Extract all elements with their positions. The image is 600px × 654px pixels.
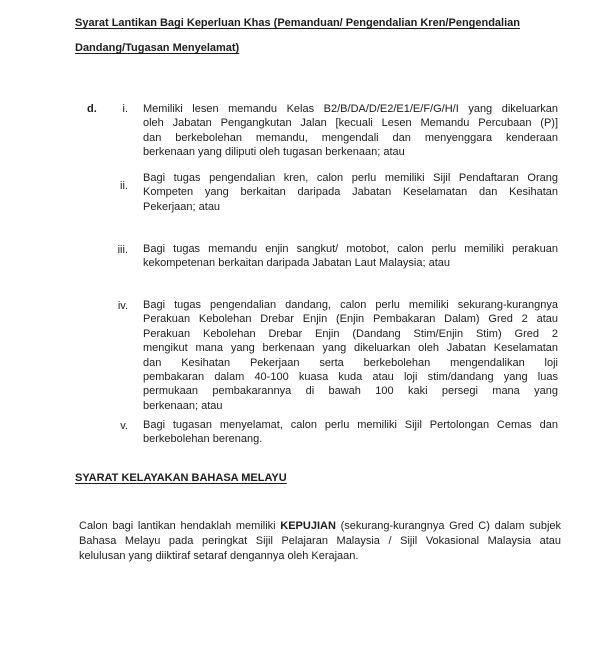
list-item-v bbox=[115, 418, 558, 447]
page-title-line-2: Dandang/Tugasan Menyelamat) bbox=[75, 42, 240, 54]
text-line: Pekerjaan; atau bbox=[143, 200, 221, 213]
item-numeral-iv: iv. bbox=[117, 300, 128, 312]
text-line: berkebolehan berenang. bbox=[143, 433, 263, 446]
page-title-line-1: Syarat Lantikan Bagi Keperluan Khas (Pemanduan/ Pengendalian Kren/Pengendalian bbox=[75, 17, 521, 29]
text-line: permukaan pembakarannya di bawah 100 kaki persegi mana yang bbox=[143, 385, 558, 398]
paragraph-text: Calon bagi lantikan hendaklah memiliki bbox=[79, 520, 281, 532]
text-line: mengikut mana yang berkenaan yang dikeluarkan oleh Jabatan Keselamatan bbox=[143, 342, 558, 355]
item-numeral-ii: ii. bbox=[120, 180, 128, 192]
section-heading: SYARAT KELAYAKAN BAHASA MELAYU bbox=[75, 472, 287, 484]
item-numeral-i: i. bbox=[122, 103, 128, 115]
list-item-iii bbox=[115, 242, 558, 271]
item-numeral-iii: iii. bbox=[117, 244, 128, 256]
list-item-i bbox=[87, 102, 558, 160]
text-line: Perakuan Kebolehan Drebar Enjin (Enjin Pembakaran Dalam) Gred 2 atau bbox=[143, 313, 558, 326]
text-line: kekompetenan berkaitan daripada Jabatan Laut Malaysia; atau bbox=[143, 257, 450, 270]
text-line: Bagi tugasan menyelamat, calon perlu memiliki Sijil Pertolongan Cemas dan bbox=[143, 419, 558, 431]
text-line: Bagi tugas pengendalian kren, calon perlu memiliki Sijil Pendaftaran Orang bbox=[143, 172, 558, 184]
list-item-ii bbox=[115, 171, 558, 214]
paragraph-line-2: Bahasa Melayu pada peringkat Sijil Pelajaran Malaysia / Sijil Vokasional Malaysia atau bbox=[79, 535, 561, 547]
item-text-v bbox=[143, 418, 558, 447]
text-line: pembakaran dalam 40-100 kuasa kuda atau loji stim/dandang yang luas bbox=[143, 371, 558, 384]
text-line: Bagi tugas memandu enjin sangkut/ motobot, calon perlu memiliki perakuan bbox=[143, 243, 558, 255]
text-line: Bagi tugas pengendalian dandang, calon perlu memiliki sekurang-kurangnya bbox=[143, 299, 558, 311]
paragraph-line-3: kelulusan yang diiktiraf setaraf dengannya oleh Kerajaan. bbox=[79, 550, 359, 562]
page-title bbox=[75, 11, 565, 61]
text-line: berkenaan; atau bbox=[143, 399, 223, 412]
text-line: dan berkebolehan memandu, mengendali dan menyenggara kenderaan bbox=[143, 131, 558, 144]
kepujian-emphasis: KEPUJIAN bbox=[280, 520, 336, 532]
paragraph-text: (sekurang-kurangnya Gred C) dalam subjek bbox=[335, 520, 561, 532]
text-line: Perakuan Kebolehan Drebar Enjin (Dandang Stim/Enjin Stim) Gred 2 bbox=[143, 327, 558, 340]
list-item-iv bbox=[115, 298, 558, 413]
text-line: oleh Jabatan Pengangkutan Jalan [kecuali Lesen Memandu Percubaan (P)] bbox=[143, 117, 558, 130]
list-group-label: d. bbox=[87, 103, 97, 115]
item-text-iii bbox=[143, 242, 558, 271]
text-line: Kompeten yang berkaitan daripada Jabatan Keselamatan dan Kesihatan bbox=[143, 186, 558, 199]
item-text-i bbox=[143, 102, 558, 160]
item-text-ii bbox=[143, 171, 558, 214]
text-line: berkenaan yang diliputi oleh tugasan berkenaan; atau bbox=[143, 146, 405, 159]
paragraph-line-1 bbox=[79, 519, 561, 534]
text-line: Memiliki lesen memandu Kelas B2/B/DA/D/E2/E1/E/F/G/H/I yang dikeluarkan bbox=[143, 103, 558, 115]
bahasa-melayu-paragraph bbox=[79, 519, 561, 564]
text-line: dan Kesihatan Pekerjaan serta berkebolehan mengendalikan loji bbox=[143, 356, 558, 369]
item-text-iv bbox=[143, 298, 558, 413]
item-numeral-v: v. bbox=[120, 420, 128, 432]
